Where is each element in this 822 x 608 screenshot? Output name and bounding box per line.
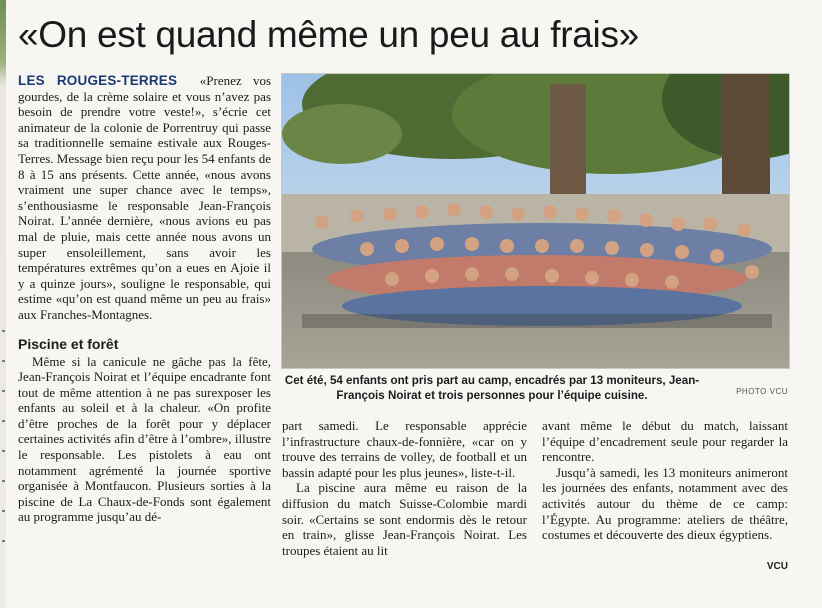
lead-text: «Prenez vos gourdes, de la crème solaire et vous n’avez pas besoin de prendre votre veste!», s’écrie cet animateur de la colonie de Porrentruy qui passe sa traditionnelle semaine estivale aux Rouges-Terres. Message bien reçu pour les 54 enfants de 8 à 15 ans présents. Cette année, «nous avons vraiment une super chance avec le temps», s’enthousiasme le responsable Jean-François Noirat. L’année dernière, «nous avions eu pas mal de pluie, mais cette année nous avons un super ensoleillement, sans avoir les températures extrêmes qu’on a eues en Ajoie il y a quinze jours», souligne le responsable, qui estime «qu’on est quand même un peu au frais» aux Franches-Montagnes. bbox=[18, 73, 272, 322]
author-signature: VCU bbox=[766, 561, 788, 572]
photo-credit: PHOTO VCU bbox=[736, 387, 788, 396]
column-1 bbox=[18, 73, 271, 525]
photo-illustration bbox=[282, 74, 789, 368]
kicker: LES ROUGES-TERRES bbox=[18, 73, 178, 88]
headline: «On est quand même un peu au frais» bbox=[18, 14, 639, 55]
photo-caption: Cet été, 54 enfants ont pris part au camp, encadrés par 13 moniteurs, Jean-François Noirat et trois personnes pour l’équipe cuisine. bbox=[284, 374, 700, 402]
subhead: Piscine et forêt bbox=[18, 335, 119, 352]
column-2 bbox=[282, 418, 527, 558]
column-3 bbox=[542, 418, 788, 543]
body-paragraph-1: Même si la canicule ne gâche pas la fête, Jean-François Noirat et l’équipe encadrante font tout de même attention à ne pas surexposer les enfants au soleil et à la chaleur. «On profite d’être proches de la forêt pour y déplacer certaines activités afin d’être à l’ombre», illustre le responsable. Les pistolets à eau ont notamment agrémenté la journée sportive organisée à Montfaucon. Plusieurs sorties à la piscine de La Chaux-de-Fonds sont également au programme jusqu’au dé- bbox=[18, 353, 271, 525]
column-marks bbox=[2, 330, 6, 590]
body-paragraph-1-continued: part samedi. Le responsable apprécie l’infrastructure chaux-de-fonnière, «car on y trouve des terrains de volley, de football et un bassin adapté pour les plus jeunes», liste-t-il. bbox=[282, 418, 527, 480]
body-paragraph-2: La piscine aura même eu raison de la diffusion du match Suisse-Colombie mardi soir. «Certains se sont endormis dès le retour en train», glisse Jean-François Noirat. Les troupes étaient au lit bbox=[282, 480, 527, 558]
lead-paragraph bbox=[18, 73, 271, 323]
body-paragraph-2-continued: avant même le début du match, laissant l’équipe d’encadrement seule pour regarder la rencontre. bbox=[542, 418, 788, 465]
body-paragraph-3: Jusqu’à samedi, les 13 moniteurs animeront les journées des enfants, notamment avec des activités autour du thème de ce camp: l’Égypte. Au programme: ateliers de théâtre, costumes et découverte des dieux égyptiens. bbox=[542, 464, 788, 543]
page-edge bbox=[0, 0, 6, 608]
group-photo bbox=[281, 73, 790, 369]
